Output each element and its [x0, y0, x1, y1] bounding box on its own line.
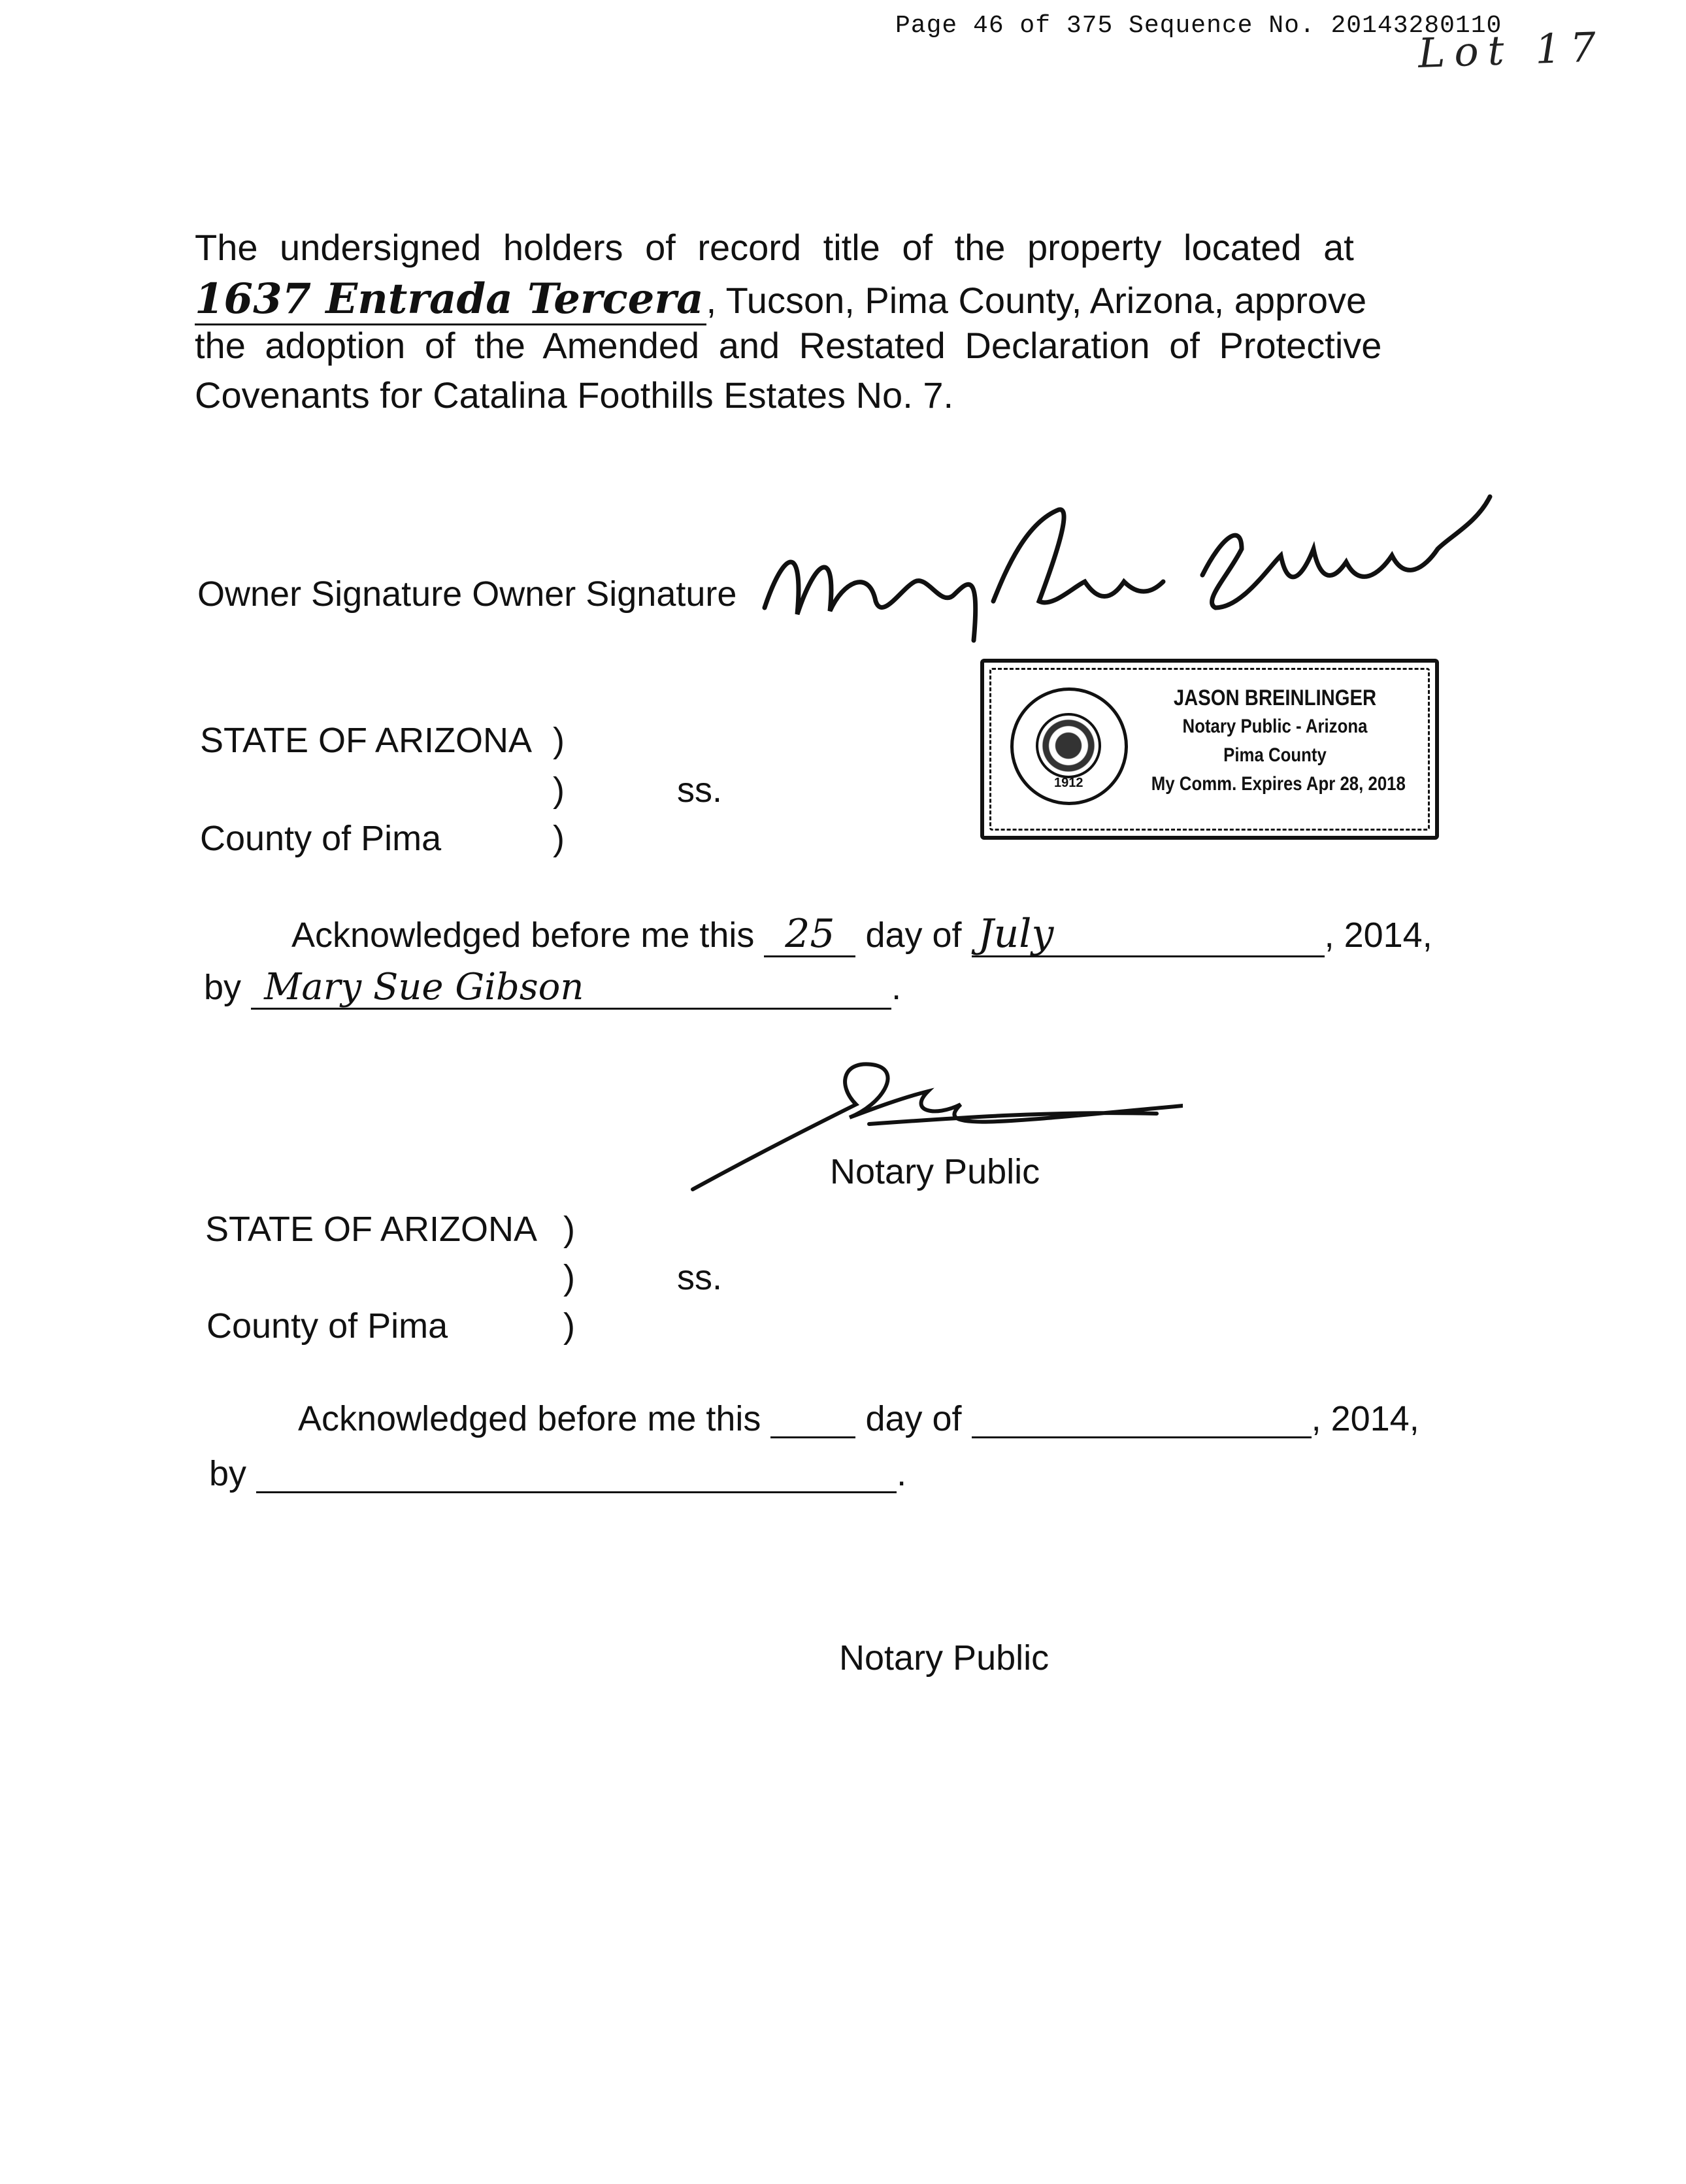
ack1-county: County of Pima — [200, 819, 442, 858]
notary-name: JASON BREINLINGER — [1173, 686, 1377, 710]
ack2-by-field[interactable] — [256, 1457, 897, 1493]
seal-year: 1912 — [1054, 776, 1083, 790]
ack1-notary-public-label: Notary Public — [830, 1152, 1040, 1191]
approval-line-2-rest: , Tucson, Pima County, Arizona, approve — [706, 280, 1367, 321]
ack1-state: STATE OF ARIZONA — [200, 721, 533, 760]
notary-stamp-text — [1151, 684, 1406, 799]
ack1-ss: ss. — [677, 770, 723, 810]
approval-line-3: the adoption of the Amended and Restated Declaration of Protective — [195, 325, 1382, 366]
ack1-period: . — [891, 968, 902, 1007]
ack1-acknowledged-line — [291, 912, 1432, 957]
ack2-paren-3: ) — [563, 1306, 575, 1346]
ack2-paren-1: ) — [563, 1210, 575, 1249]
owner-signature-image — [745, 471, 1503, 667]
ack1-day-of: day of — [865, 916, 962, 955]
notary-stamp — [980, 659, 1439, 840]
ack2-day-of: day of — [865, 1399, 962, 1438]
ack1-year: , 2014, — [1324, 916, 1432, 955]
approval-line-4: Covenants for Catalina Foothills Estates No. 7. — [195, 374, 954, 416]
address-handwritten: 1637 Entrada Tercera — [195, 274, 706, 325]
ack2-ss: ss. — [677, 1258, 723, 1297]
ack1-paren-3: ) — [553, 819, 565, 858]
ack2-by: by — [209, 1454, 247, 1493]
ack1-day-field: 25 — [764, 912, 855, 957]
ack2-year: , 2014, — [1311, 1399, 1419, 1438]
ack2-acknowledged-line — [298, 1400, 1419, 1438]
state-seal-icon — [1010, 687, 1128, 805]
notary-expires: My Comm. Expires Apr 28, 2018 — [1151, 773, 1406, 795]
approval-line-1: The undersigned holders of record title of the property located at — [195, 227, 1354, 268]
ack2-month-field[interactable] — [972, 1402, 1312, 1438]
ack2-state: STATE OF ARIZONA — [205, 1210, 538, 1249]
ack2-paren-2: ) — [563, 1258, 575, 1297]
ack2-day-field[interactable] — [770, 1402, 855, 1438]
ack2-period: . — [897, 1454, 907, 1493]
lot-note-handwritten: Lot 17 — [1417, 23, 1606, 77]
owner-signature-label: Owner Signature Owner Signature — [197, 574, 737, 614]
ack2-acknowledged: Acknowledged before me this — [298, 1399, 761, 1438]
page-sequence-header: Page 46 of 375 Sequence No. 20143280110 — [895, 12, 1502, 40]
ack1-paren-1: ) — [553, 721, 565, 760]
ack1-by-line — [204, 967, 901, 1010]
ack2-notary-public-label: Notary Public — [839, 1638, 1050, 1678]
ack1-by-field: Mary Sue Gibson — [251, 967, 891, 1010]
approval-line-2 — [195, 274, 1366, 325]
ack1-by: by — [204, 968, 242, 1007]
ack2-by-line — [209, 1455, 906, 1493]
ack2-county: County of Pima — [207, 1306, 448, 1346]
notary-title: Notary Public - Arizona — [1182, 716, 1368, 737]
ack1-paren-2: ) — [553, 770, 565, 810]
ack1-acknowledged: Acknowledged before me this — [291, 916, 755, 955]
notary-county: Pima County — [1223, 744, 1327, 766]
ack1-month-field: July — [972, 912, 1325, 957]
